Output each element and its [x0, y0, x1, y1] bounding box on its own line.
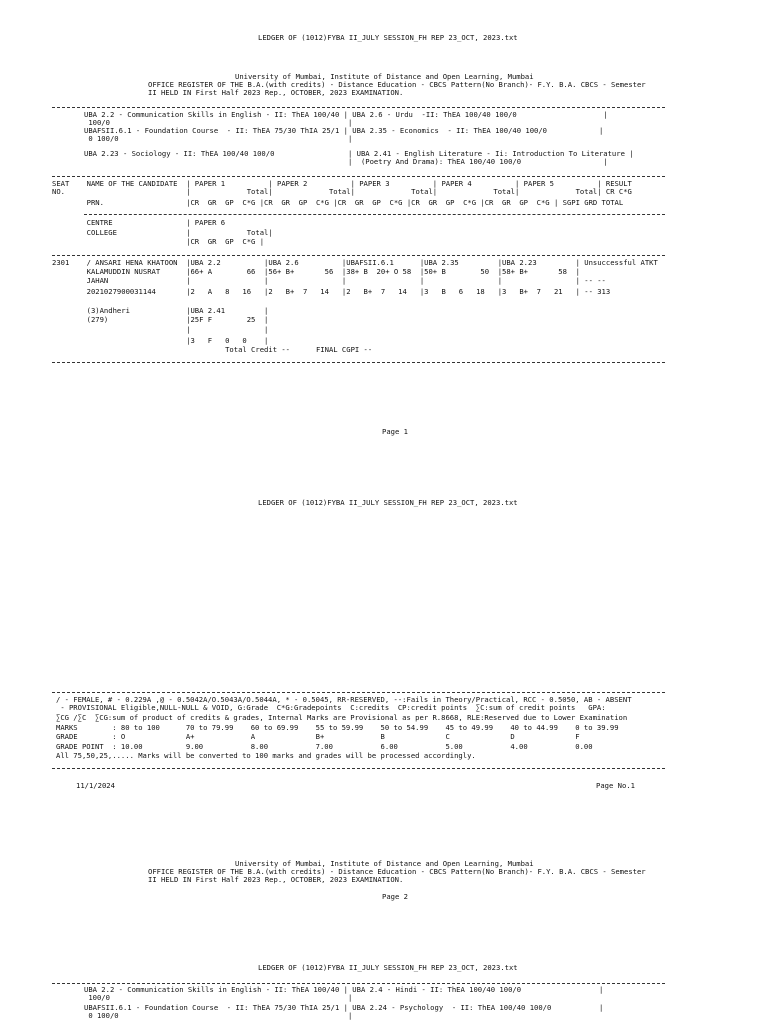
ledger-line: Page 2: [382, 892, 408, 901]
ledger-line: SEAT NAME OF THE CANDIDATE | PAPER 1 | PAPER 2 | PAPER 3 | PAPER 4 | PAPER 5 | RESULT: [52, 179, 632, 188]
ledger-line: CENTRE | PAPER 6: [52, 218, 226, 227]
ledger-line: LEDGER OF (1012)FYBA II_JULY SESSION_FH REP 23_OCT, 2023.txt: [258, 498, 518, 507]
ledger-line: MARKS : 80 to 100 70 to 79.99 60 to 69.99 55 to 59.99 50 to 54.99 45 to 49.99 40 to 44.99 0 to 39.99: [56, 723, 619, 732]
ledger-line: 100/0 |: [84, 118, 353, 127]
separator-line: [52, 176, 665, 177]
ledger-line: Page No.1: [596, 781, 635, 790]
ledger-line: 11/1/2024: [76, 781, 115, 790]
ledger-line: KALAMUDDIN NUSRAT |66+ A 66 |56+ B+ 56 |38+ B 20+ O 58 |50+ B 50 |58+ B+ 58 |: [52, 267, 580, 276]
separator-line: [52, 768, 665, 769]
ledger-line: - PROVISIONAL Eligible,NULL-NULL & VOID, G:Grade C*G:Gradepoints C:credits CP:credit points ∑C:sum of credit points GPA:: [56, 703, 606, 712]
ledger-line: LEDGER OF (1012)FYBA II_JULY SESSION_FH REP 23_OCT, 2023.txt: [258, 963, 518, 972]
ledger-line: GRADE POINT : 10.00 9.00 8.00 7.00 6.00 5.00 4.00 0.00: [56, 742, 593, 751]
ledger-line: OFFICE REGISTER OF THE B.A.(with credits) - Distance Education - CBCS Pattern(No Branch)- F.Y. B.A. CBCS - Semester: [148, 867, 646, 876]
ledger-line: University of Mumbai, Institute of Distance and Open Learning, Mumbai: [235, 72, 534, 81]
ledger-line: II HELD IN First Half 2023 Rep., OCTOBER, 2023 EXAMINATION.: [148, 875, 404, 884]
ledger-line: 2301 / ANSARI HENA KHATOON |UBA 2.2 |UBA 2.6 |UBAFSII.6.1 |UBA 2.35 |UBA 2.23 | Unsuccessful ATKT: [52, 258, 658, 267]
ledger-line: Page 1: [382, 427, 408, 436]
ledger-line: OFFICE REGISTER OF THE B.A.(with credits) - Distance Education - CBCS Pattern(No Branch)- F.Y. B.A. CBCS - Semester: [148, 80, 646, 89]
ledger-line: COLLEGE | Total|: [52, 228, 273, 237]
ledger-line: (3)Andheri |UBA 2.41 |: [52, 306, 269, 315]
ledger-line: |3 F 0 0 |: [52, 336, 269, 345]
ledger-line: GRADE : O A+ A B+ B C D F: [56, 732, 580, 741]
separator-line: [52, 983, 665, 984]
ledger-line: UBA 2.2 - Communication Skills in English - II: ThEA 100/40 | UBA 2.6 - Urdu -II: ThEA 100/40 100/0 |: [84, 110, 608, 119]
ledger-line: / - FEMALE, # - 0.229A ,@ - 0.5042A/O.5043A/O.5044A, * - 0.5045, RR-RESERVED, --:Fails in Theory/Practical, RCC - 0.5050, AB - ABSENT: [56, 695, 632, 704]
separator-line: [84, 214, 665, 215]
ledger-line: ∑CG /∑C ∑CG:sum of product of credits & grades, Internal Marks are Provisional as per R.8668, RLE:Reserved due to Lower Examination: [56, 713, 628, 722]
ledger-line: 2021027900031144 |2 A 8 16 |2 B+ 7 14 |2 B+ 7 14 |3 B 6 18 |3 B+ 7 21 | -- 313: [52, 287, 611, 296]
ledger-line: All 75,50,25,..... Marks will be converted to 100 marks and grades will be processed accordingly.: [56, 751, 476, 760]
ledger-line: II HELD IN First Half 2023 Rep., OCTOBER, 2023 EXAMINATION.: [148, 88, 404, 97]
ledger-line: University of Mumbai, Institute of Distance and Open Learning, Mumbai: [235, 859, 534, 868]
ledger-line: UBA 2.23 - Sociology - II: ThEA 100/40 100/0 | UBA 2.41 - English Literature - Ii: Introduction To Literature |: [84, 149, 634, 158]
ledger-line: |CR GR GP C*G |: [52, 237, 265, 246]
ledger-line: UBAFSII.6.1 - Foundation Course - II: ThEA 75/30 ThIA 25/1 | UBA 2.35 - Economics - II: ThEA 100/40 100/0 |: [84, 126, 604, 135]
ledger-line: 0 100/0 |: [84, 1011, 353, 1020]
ledger-line: NO. | Total| Total| Total| Total| Total| CR C*G: [52, 187, 632, 196]
ledger-line: 0 100/0 |: [84, 134, 353, 143]
separator-line: [52, 255, 665, 256]
ledger-line: JAHAN | | | | | | -- --: [52, 276, 606, 285]
ledger-line: UBA 2.2 - Communication Skills in English - II: ThEA 100/40 | UBA 2.4 - Hindi - II: ThEA 100/40 100/0 |: [84, 985, 604, 994]
separator-line: [52, 362, 665, 363]
ledger-line: Total Credit -- FINAL CGPI --: [52, 345, 373, 354]
ledger-line: LEDGER OF (1012)FYBA II_JULY SESSION_FH REP 23_OCT, 2023.txt: [258, 33, 518, 42]
ledger-line: (279) |25F F 25 |: [52, 315, 269, 324]
ledger-line: UBAFSII.6.1 - Foundation Course - II: ThEA 75/30 ThIA 25/1 | UBA 2.24 - Psychology - II: ThEA 100/40 100/0 |: [84, 1003, 604, 1012]
ledger-line: | |: [52, 325, 269, 334]
separator-line: [52, 107, 665, 108]
ledger-line: 100/0 |: [84, 993, 353, 1002]
separator-line: [52, 692, 665, 693]
ledger-line: | (Poetry And Drama): ThEA 100/40 100/0 |: [84, 157, 608, 166]
ledger-line: PRN. |CR GR GP C*G |CR GR GP C*G |CR GR GP C*G |CR GR GP C*G |CR GR GP C*G | SGPI GRD TOTAL: [52, 198, 624, 207]
